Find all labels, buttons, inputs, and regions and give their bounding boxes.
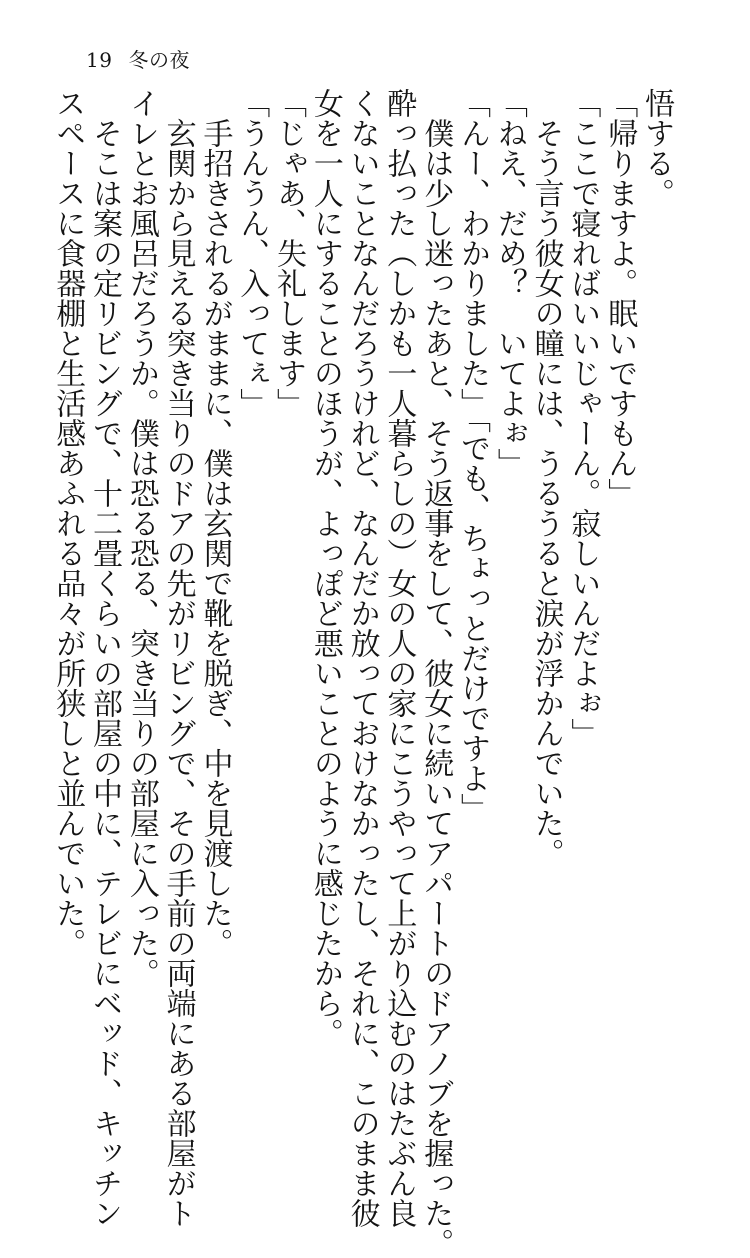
text-line: 「ねえ、だめ？ いてよぉ」 <box>491 88 527 478</box>
text-line: 悟する。 <box>639 88 674 208</box>
chapter-title: 冬の夜 <box>128 48 190 72</box>
text-line: 玄関から見える突き当りのドアの先がリビングで、その手前の両端にある部屋がト <box>160 118 196 1228</box>
page-number: 19 <box>86 48 113 72</box>
text-line: イレとお風呂だろうか。僕は恐る恐る、突き当りの部屋に入った。 <box>123 88 159 988</box>
text-line: 酔っ払った（しかも一人暮らしの）女の人の家にこうやって上がり込むのはたぶん良 <box>381 88 417 1228</box>
page-header <box>86 44 190 73</box>
text-line: 僕は少し迷ったあと、そう返事をして、彼女に続いてアパートのドアノブを握った。 <box>418 118 454 1258</box>
text-line: くないことなんだろうけれど、なんだか放っておけなかったし、それに、このまま彼 <box>344 88 380 1228</box>
text-line: 手招きされるがままに、僕は玄関で靴を脱ぎ、中を見渡した。 <box>197 118 233 958</box>
text-line: 「帰りますよ。眠いですもん」 <box>602 88 638 508</box>
text-line: そう言う彼女の瞳には、うるうると涙が浮かんでいた。 <box>528 118 564 868</box>
text-line: そこは案の定リビングで、十二畳くらいの部屋の中に、テレビにベッド、キッチン <box>87 118 123 1228</box>
text-line: スペースに食器棚と生活感あふれる品々が所狭しと並んでいた。 <box>50 88 86 958</box>
text-line: 「ここで寝ればいいじゃーん。寂しいんだよぉ」 <box>565 88 601 748</box>
text-line: 「うんうん、入ってぇ」 <box>234 88 270 418</box>
text-line: 「じゃあ、失礼します」 <box>271 88 307 418</box>
body-text <box>50 88 674 1258</box>
text-line: 女を一人にすることのほうが、よっぽど悪いことのように感じたから。 <box>307 88 343 1048</box>
text-line: 「んー、わかりました」「でも、ちょっとだけですよ」 <box>455 88 491 823</box>
